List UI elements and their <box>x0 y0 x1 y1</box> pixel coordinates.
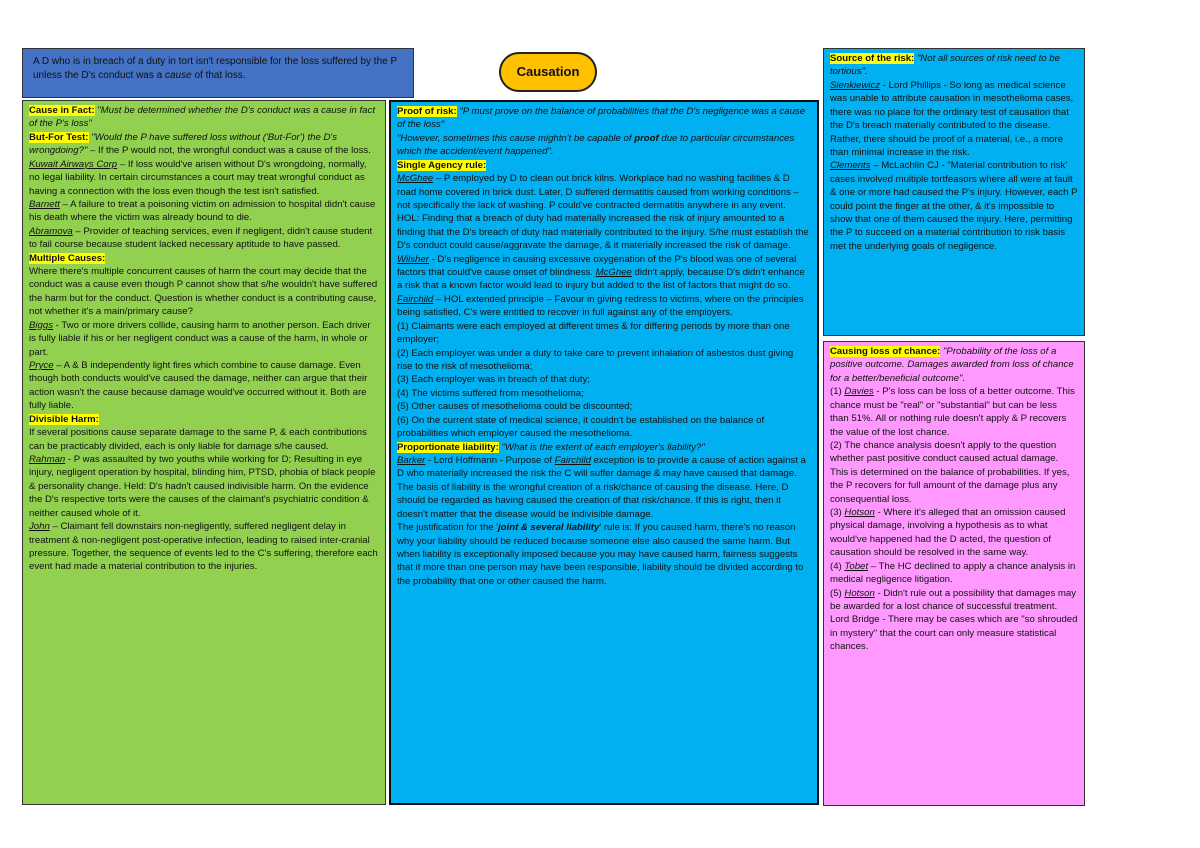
but-for-quote: "Would the P have suffered loss without ('But-For') the D's wrongdoing?" <box>29 131 338 157</box>
clements-case: Clements <box>830 160 871 172</box>
davies-para <box>830 385 1078 439</box>
multiple-causes-para <box>29 252 379 265</box>
chance-analysis-text: (2) The chance analysis doesn't apply to the question whether past positive conduct caused actual damage. This is determined on the balance of probabilities. If yes, the P recovers for full amount of the damage plus any consequential loss. <box>830 439 1070 505</box>
justification-a: The justification for the ' <box>397 522 499 534</box>
proof-of-risk-panel <box>389 100 819 805</box>
fairchild-para <box>397 293 811 320</box>
fairchild-text: – HOL extended principle – Favour in giving redress to victims, where on the principles being satisfied, C's were entitled to recover in full against any of the employers. <box>397 293 804 319</box>
sienkiewicz-para <box>830 79 1078 160</box>
barker-para <box>397 454 811 481</box>
loss-of-chance-para <box>830 345 1078 385</box>
rahman-para <box>29 453 379 520</box>
abramova-text: – Provider of teaching services, even if negligent, didn't cause student to fail course because student lacked necessary aptitude to have passed. <box>29 225 373 251</box>
kuwait-para <box>29 158 379 198</box>
multiple-causes-text: Where there's multiple concurrent causes of harm the court may decide that the conduct was a cause even though P cannot show that s/he wouldn't have suffered the harm but for the conduct. Question is whether conduct is a contributing cause, not whether it's a main/primary cause? <box>29 266 378 318</box>
barnett-text: – A failure to treat a poisoning victim on admission to hospital didn't cause his death where the victim was already bound to die. <box>29 198 376 224</box>
john-para <box>29 520 379 574</box>
cause-in-fact-para <box>29 104 379 131</box>
intro-box <box>22 48 414 98</box>
page-title: Causation <box>499 52 597 92</box>
intro-text-a: A D who is in breach of a duty in tort isn't responsible for the loss suffered by the P unless the D's conduct was a <box>33 56 397 81</box>
biggs-text: - Two or more drivers collide, causing harm to another person. Each driver is fully liable if his or her negligent conduct was a cause of the harm, in whole or part. <box>29 319 371 358</box>
divisible-harm-para <box>29 413 379 426</box>
divisible-harm-heading: Divisible Harm: <box>29 413 99 425</box>
wilsher-text-2: didn't apply, because D's didn't enhance a risk that a known factor would lead to injury but added to the list of factors that might do so. <box>397 267 805 292</box>
justification-rule: joint & several liability <box>498 522 600 534</box>
hotson-text: - Where it's alleged that an omission caused physical damage, involving a hypothesis as to what would've happened had the D acted, the question of causation should be resolved in the same way. <box>830 507 1066 559</box>
source-of-risk-para <box>830 52 1078 79</box>
sienkiewicz-text: - Lord Phillips - So long as medical science was unable to attribute causation in mesothelioma cases, there was no place for the ordinary test of causation that the D's breach materially contributed to the disease. Rather, there should be proof of a material, i.e., a more than minimal increase in the risk. <box>830 79 1074 158</box>
davies-num: (1) <box>830 386 845 398</box>
john-case: John <box>29 521 50 533</box>
fairchild-point-6: (6) On the current state of medical science, it couldn't be established on the balance of probabilities which employer caused the mesothelioma. <box>397 414 765 440</box>
proportionate-liability-para <box>397 441 811 454</box>
pryce-case: Pryce <box>29 360 54 372</box>
hotson-2-text: - Didn't rule out a possibility that damages may be awarded for a lost chance of successful treatment. Lord Bridge - There may be cases which are "so shrouded in mystery" that the court can only measure statistical chances. <box>830 587 1078 653</box>
pryce-para <box>29 359 379 413</box>
kuwait-text: – If loss would've arisen without D's wrongdoing, normally, no legal liability. In certain circumstances a court may treat wrongful conduct as having a connection with the loss even though the test isn't satisfied. <box>29 158 367 197</box>
proportionate-liability-heading: Proportionate liability: <box>397 441 499 453</box>
source-of-risk-quote: "Not all sources of risk need to be tortious". <box>830 53 1061 78</box>
clements-text: – McLachlin CJ - "Material contribution to risk' cases involved multiple tortfeasors where all were at fault & one or more had caused the P's injury. However, each P could point the finger at the other, & it's impossible to show that one of them caused the injury. Here, permitting the P to succeed on a material contribution to risk basis met the underlying goals of negligence. <box>830 160 1078 252</box>
fairchild-point-2: (2) Each employer was under a duty to take care to prevent inhalation of asbestos dust giving rise to the risk of mesothelioma; <box>397 347 794 373</box>
barker-text: - Lord Hoffmann - Purpose of <box>425 454 555 466</box>
mcghee-para <box>397 172 811 212</box>
divisible-harm-text: If several positions cause separate damage to the same P, & each contributions can be practicably divided, each is only liable for damage s/he caused. <box>29 427 367 452</box>
cause-in-fact-heading: Cause in Fact: <box>29 105 95 116</box>
kuwait-case: Kuwait Airways Corp <box>29 158 118 170</box>
multiple-causes-heading: Multiple Causes: <box>29 252 106 264</box>
fairchild-point-5: (5) Other causes of mesothelioma could be discounted; <box>397 401 633 413</box>
barnett-case: Barnett <box>29 198 60 210</box>
proof-of-risk-quote-2 <box>397 132 811 159</box>
fairchild-point-4: (4) The victims suffered from mesothelioma; <box>397 387 584 399</box>
biggs-case: Biggs <box>29 319 53 331</box>
intro-text-cause: cause <box>164 69 192 81</box>
abramova-para <box>29 225 379 252</box>
cause-in-fact-quote: "Must be determined whether the D's conduct was a cause in fact of the P's loss" <box>29 105 375 130</box>
intro-text-c: of that loss. <box>191 69 246 81</box>
pryce-text: – A & B independently light fires which combine to cause damage. Even though both conducts would've caused the damage, neither can argue that their action wasn't the cause because damage would've occurred without it. Both are fully liable. <box>29 360 368 412</box>
proportionate-liability-quote: "What is the extent of each employer's liability?" <box>498 441 705 453</box>
loss-of-chance-panel <box>823 341 1085 806</box>
john-text: – Claimant fell downstairs non-negligently, suffered negligent delay in treatment & non-negligent post-operative infection, leading to raised inter-cranial pressure. Together, the sequence of events led to the C's suffering, therefore each event had made a material contribution to the injuries. <box>29 521 378 573</box>
proof-of-risk-heading: Proof of risk: <box>397 106 457 117</box>
barker-case: Barker <box>397 454 426 466</box>
mcghee-text: – P employed by D to clean out brick kilns. Workplace had no washing facilities & D road home covered in brick dust. Later, D suffered dermatitis caused from working conditions – not specifically the lack of washing. P could've contracted dermatitis anywhere in any event. <box>397 173 799 211</box>
fairchild-point-1: (1) Claimants were each employed at different times & for differing periods by more than one employer; <box>397 320 790 346</box>
sienkiewicz-case: Sienkiewicz <box>830 79 881 91</box>
tobet-case: Tobet <box>844 560 869 572</box>
wilsher-mcghee-case: McGhee <box>595 267 632 279</box>
tobet-text: – The HC declined to apply a chance analysis in medical negligence litigation. <box>830 560 1076 586</box>
but-for-text: – If the P would not, the wrongful conduct was a cause of the loss. <box>87 145 371 157</box>
justification-para <box>397 521 811 588</box>
por-q2-a: "However, sometimes this cause mightn't be capable of <box>397 132 635 144</box>
rahman-case: Rahman <box>29 453 66 465</box>
hotson-2-para <box>830 587 1078 654</box>
single-agency-para <box>397 159 811 172</box>
wilsher-para <box>397 253 811 293</box>
loss-of-chance-quote: "Probability of the loss of a positive outcome. Damages awarded from loss of chance for a better/beneficial outcome". <box>830 346 1074 384</box>
abramova-case: Abramova <box>29 225 73 237</box>
source-of-risk-heading: Source of the risk: <box>830 53 915 64</box>
proof-of-risk-quote: "P must prove on the balance of probabilities that the D's negligence was a cause of the loss" <box>397 106 806 131</box>
justification-c: ' rule is: If you caused harm, there's no reason why your liability should be reduced because someone else also caused the same harm. But when liability is exceptionally imposed because you may have caused harm, fairness suggests that if more than one person may have been responsible, liability should be divided according to the probability that one or other caused the harm. <box>397 522 804 587</box>
hotson-2-num: (5) <box>830 587 845 599</box>
rahman-text: - P was assaulted by two youths while working for D; Resulting in eye injury, negligent operation by hospital, blinding him, PTSD, phobia of black people & personality change. Held: D's hadn't caused indivisible harm. On the evidence the D's respective torts were the causes of the claimant's psychiatric condition & neither caused whole of it. <box>29 453 376 519</box>
but-for-heading: But-For Test: <box>29 131 89 143</box>
barker-text-2: exception is to provide a cause of action against a D who materially increased the risk the C will suffer damage & may have caused that damage. <box>397 454 806 480</box>
hotson-2-case: Hotson <box>844 587 875 599</box>
hol-text: HOL: Finding that a breach of duty had materially increased the risk of injury amounted to a finding that the D's breach of duty had materially contributed to the injury. S/he must establish the D's conduct could cause/aggravate the damage, & it materially increased the risk of damage. <box>397 213 809 252</box>
por-q2-proof: proof <box>634 132 659 144</box>
davies-text: - P's loss can be loss of a better outcome. This chance must be "real" or "substantial" but can be less than 51%. All or nothing rule doesn't apply & P recovers the value of the lost chance. <box>830 386 1075 438</box>
tobet-para <box>830 560 1078 587</box>
single-agency-heading: Single Agency rule: <box>397 159 487 171</box>
clements-para <box>830 159 1078 253</box>
hotson-para <box>830 506 1078 560</box>
proof-of-risk-para <box>397 105 811 132</box>
basis-of-liability-text: The basis of liability is the wrongful creation of a risk/chance of causing the disease. Here, D should be regarded as having caused the creation of that risk/chance. If this is right, then it doesn't matter that the disease would be indivisible damage. <box>397 481 789 520</box>
tobet-num: (4) <box>830 560 845 572</box>
fairchild-point-3: (3) Each employer was in breach of that duty; <box>397 374 591 386</box>
loss-of-chance-heading: Causing loss of chance: <box>830 346 941 357</box>
hotson-case: Hotson <box>844 507 875 519</box>
davies-case: Davies <box>844 386 874 398</box>
barnett-para <box>29 198 379 225</box>
barker-fairchild-case: Fairchild <box>554 454 591 466</box>
fairchild-case: Fairchild <box>397 293 434 305</box>
wilsher-text: - D's negligence in causing excessive oxygenation of the P's blood was one of several factors that could've cause onset of blindness. <box>397 253 797 279</box>
biggs-para <box>29 319 379 359</box>
cause-in-fact-panel <box>22 100 386 805</box>
wilsher-case: Wilsher <box>397 253 429 265</box>
mcghee-case: McGhee <box>397 173 434 185</box>
por-q2-c: due to particular circumstances which the accident/event happened". <box>397 132 795 158</box>
source-of-risk-panel <box>823 48 1085 336</box>
but-for-para <box>29 131 379 158</box>
hotson-num: (3) <box>830 507 845 519</box>
